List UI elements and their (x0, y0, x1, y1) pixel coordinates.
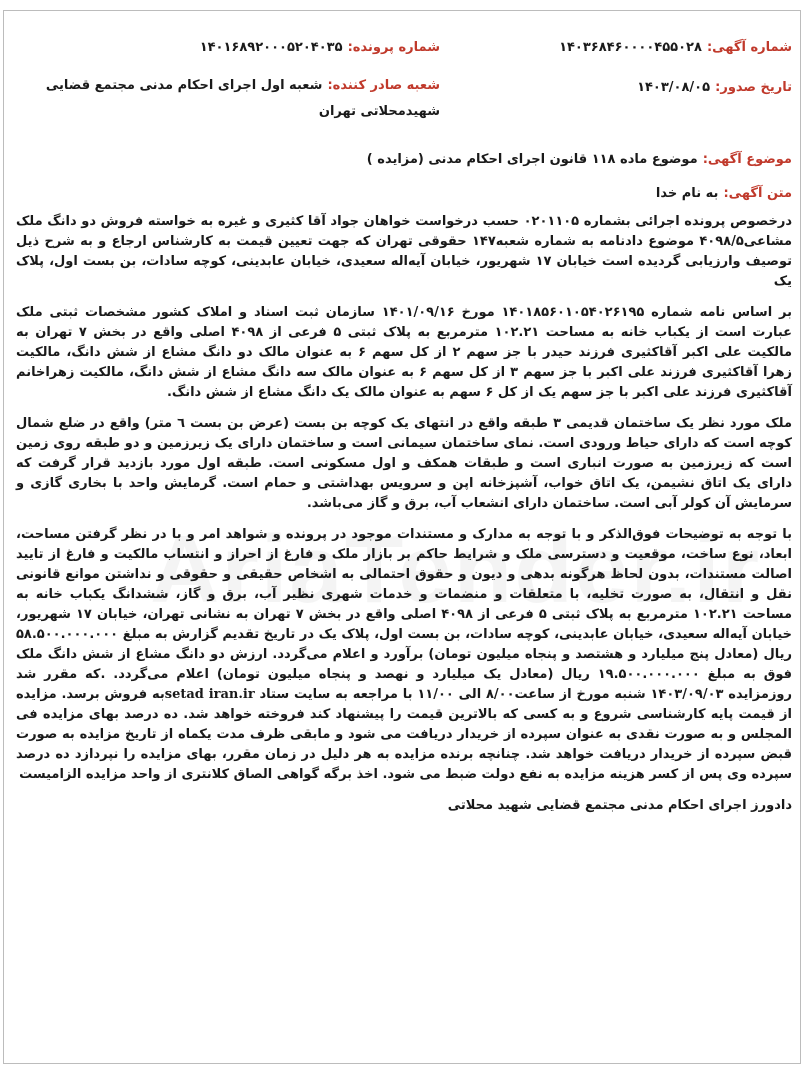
auction-text-part2: به فروش برسد. مزایده از قیمت پایه کارشناسی شروع و به کسی که بالاترین قیمت را پیشنهاد کند فروخته خواهد شد. ده درصد بهای مزایده فی المجلس و به صورت نقدی به عنوان سپرده از خریدار دریافت می شود و مابقی ظرف مدت یکماه از تاریخ مزایده به صورت قبض سپرده از خریدار دریافت خواهد شد. چنانچه برنده مزایده به هر دلیل در زمان مقرر، بهای مزایده را نپردازد ده درصد سپرده وی پس از کسر هزینه مزایده به نفع دولت ضبط می شود. اخذ برگه گواهی الصاق کلانتری از واحد مزایده الزامیست (16, 687, 792, 782)
setad-site-link[interactable]: setad iran.ir (164, 687, 255, 702)
issue-date-row (637, 76, 792, 95)
body-heading: به نام خدا (655, 186, 719, 201)
file-number-row (200, 36, 440, 55)
body-paragraph-description: ملک مورد نظر یک ساختمان قدیمی ۳ طبقه واقع در انتهای یک کوچه بن بست (عرض بن بست ٦ متر) واقع در ضلع شمال کوچه است که دارای حیاط ورودی است. نمای ساختمان سیمانی است و ساختمان دارای یک زیرزمین و دو طبقه روی زمین است که زیرزمین به صورت انباری است و طبقات همکف و اول مسکونی است. طبقه اول مورد بازدید قرار گرفت که دارای یک اتاق نشیمن، یک اتاق خواب، آشپزخانه اپن و سرویس بهداشتی و حمام است. گرمایش واحد با بخاری گازی و سرمایش آن کولر آبی است. ساختمان دارای انشعاب آب، برق و گاز می‌باشد. (16, 416, 792, 511)
issue-date-value: ۱۴۰۳/۰۸/۰۵ (637, 80, 711, 95)
issuer-value: شعبه اول اجرای احکام مدنی مجتمع قضایی شهیدمحلاتی تهران (45, 78, 440, 119)
body-paragraph-auction (16, 525, 792, 785)
notice-number-label: شماره آگهی: (706, 40, 792, 55)
notice-number-value: ۱۴۰۳۶۸۴۶۰۰۰۰۴۵۵۰۲۸ (559, 40, 702, 55)
body-label: متن آگهی: (723, 186, 792, 201)
auction-text-part1: با توجه به توضیحات فوق‌الذکر و با توجه به مدارک و مستندات موجود در پرونده و شواهد امر و با در نظر گرفتن مساحت، ابعاد، نوع ساخت، موقعیت و دسترسی ملک و شرایط حاکم بر بازار ملک و فارغ از احراز و انتساب مالکیت و فارغ از تایید اصالت مستندات، بدون لحاظ هرگونه بدهی و دیون و حقوق احتمالی به اشخاص حقیقی و حقوقی و نداشتن موانع قانونی نقل و انتقال، به صورت تخلیه، با متعلقات و منضمات و خدمات شهری نظیر آب، برق و گاز، ششدانگ یکباب خانه به مساحت ۱۰۲.۲۱ مترمربع به پلاک ثبتی ۵ فرعی از ۴۰۹۸ اصلی واقع در بخش ۷ تهران به نشانی تهران، خیابان ۱۷ شهریور، خیابان آیه‌اله سعیدی، خیابان عابدینی، کوچه سادات، بن بست اول، پلاک یک در تاریخ تقدیم گزارش به مبلغ ۵۸.۵۰۰.۰۰۰.۰۰۰ ریال (معادل پنج میلیارد و هشتصد و پنجاه میلیون تومان) برآورد و اعلام می‌گردد. ارزش دو دانگ مشاع از شش دانگ ملک فوق به مبلغ ۱۹.۵۰۰.۰۰۰.۰۰۰ ریال (معادل یک میلیارد و نهصد و پنجاه میلیون تومان) اعلام می‌گردد. .که مقرر شد روزمزایده ۱۴۰۳/۰۹/۰۳ شنبه مورخ از ساعت۸/۰۰ الی ۱۱/۰۰ با مراجعه به سایت ستاد (16, 527, 793, 702)
notice-number-row (559, 36, 792, 55)
body-paragraph-case: درخصوص پرونده اجرائی بشماره ۰۲۰۱۱۰۵ حسب درخواست خواهان جواد آقا کثیری و غیره به خواسته فروش دو دانگ ملک مشاعی۴۰۹۸/۵ موضوع دادنامه به شماره شعبه۱۴۷ حقوقی تهران که جهت تعیین قیمت به کارشناس ارجاع و به شرح ذیل توصیف وارزیابی گردیده است خیابان ۱۷ شهریور، خیابان آیه‌اله سعیدی، خیابان عابدینی، کوچه سادات، بن بست اول، پلاک یک (16, 214, 792, 289)
subject-label: موضوع آگهی: (702, 152, 792, 167)
issue-date-label: تاریخ صدور: (715, 80, 792, 95)
issuer-row (40, 72, 440, 124)
signature: دادورز اجرای احکام مدنی مجتمع قضایی شهید محلاتی (447, 798, 792, 813)
issuer-label: شعبه صادر کننده: (327, 78, 440, 93)
body-heading-row (656, 182, 792, 201)
subject-row (367, 148, 792, 167)
file-number-value: ۱۴۰۱۶۸۹۲۰۰۰۵۲۰۴۰۳۵ (199, 40, 343, 55)
subject-value: موضوع ماده ۱۱۸ قانون اجرای احکام مدنی (مزایده ) (366, 152, 698, 167)
notice-body (16, 212, 792, 827)
file-number-label: شماره پرونده: (347, 40, 440, 55)
body-paragraph-registration: بر اساس نامه شماره ۱۴۰۱۸۵۶۰۱۰۵۴۰۲۶۱۹۵ مورخ ۱۴۰۱/۰۹/۱۶ سازمان ثبت اسناد و املاک کشور مشخصات ثبتی ملک عبارت است از یکباب خانه به مساحت ۱۰۲.۲۱ مترمربع به پلاک ثبتی ۵ فرعی از ۴۰۹۸ اصلی واقع در بخش ۷ تهران به مالکیت علی اکبر آقاکثیری فرزند حیدر با جز سهم ۲ از کل سهم ۶ به عنوان مالک دو دانگ مشاع از شش دانگ، مالکیت زهرا آقاکثیری فرزند علی اکبر با جز سهم ۳ از کل سهم ۶ به عنوان مالک سه دانگ مشاع از شش دانگ، مالکیت زهراخانم آقاکثیری فرزند علی اکبر با جز سهم یک از کل ۶ سهم به عنوان مالک یک دانگ مشاع از شش دانگ. (16, 305, 793, 400)
